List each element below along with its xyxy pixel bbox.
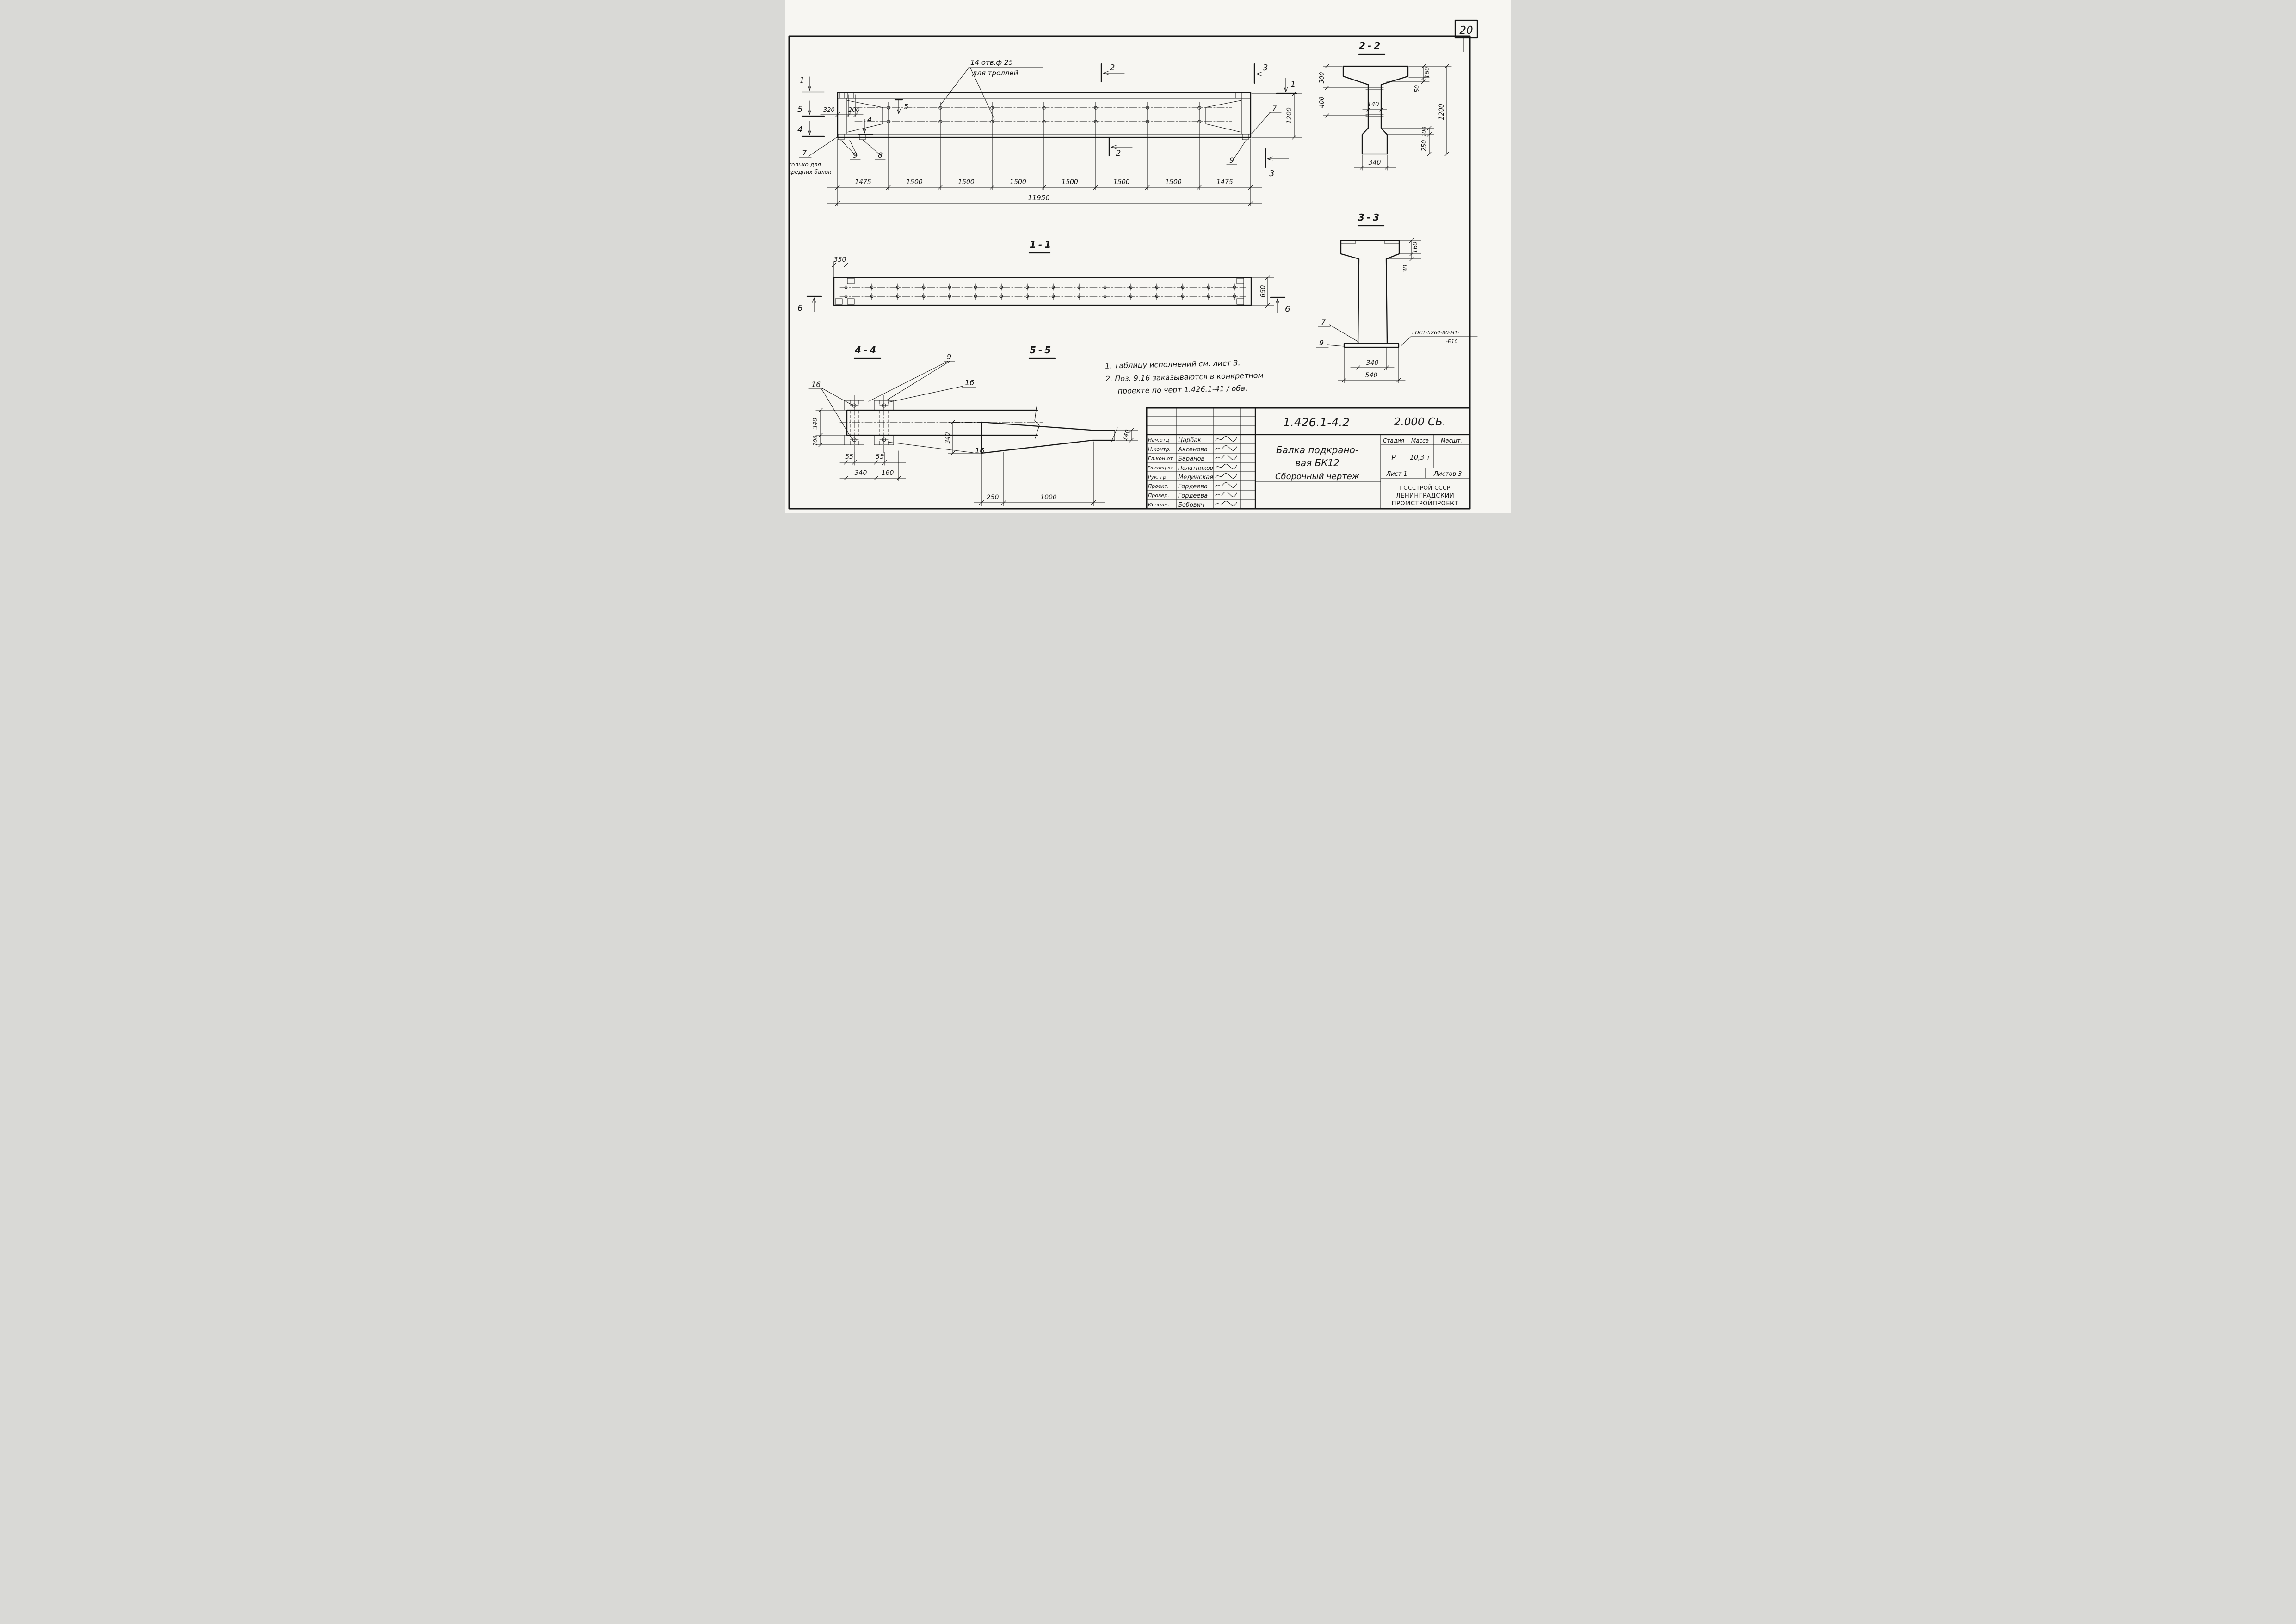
svg-text:8: 8 bbox=[878, 151, 883, 160]
dim-label: 30 bbox=[1402, 265, 1409, 273]
section-mark-1-right bbox=[1277, 78, 1296, 93]
dim-label: 340 bbox=[854, 469, 867, 477]
dim-label: 100 bbox=[812, 435, 819, 446]
row-name: Бобович bbox=[1178, 502, 1204, 509]
note-2-cont: проекте по черт 1.426.1-41 / оба. bbox=[1117, 383, 1248, 396]
callout-line1: 14 отв.ф 25 bbox=[970, 58, 1013, 67]
section-4-4 bbox=[809, 344, 1043, 481]
dim-label: 1500 bbox=[1165, 178, 1182, 186]
row-role: Гл.спец.от bbox=[1148, 466, 1173, 471]
dim-label: 250 bbox=[1421, 140, 1428, 152]
svg-text:4: 4 bbox=[797, 125, 803, 135]
section-2-2-outline bbox=[1343, 66, 1408, 154]
dim-label: 160 bbox=[1412, 241, 1419, 253]
beam-elevation bbox=[788, 58, 1302, 206]
svg-text:16: 16 bbox=[811, 380, 821, 389]
svg-text:2: 2 bbox=[1116, 148, 1121, 158]
dim-650 bbox=[1252, 276, 1274, 308]
dim-label: 400 bbox=[1319, 96, 1326, 108]
section-mark-3-top bbox=[1254, 63, 1278, 83]
doc-code: 2.000 СБ. bbox=[1394, 416, 1446, 428]
signature-rows bbox=[1148, 437, 1237, 509]
pos-8-left bbox=[863, 140, 885, 160]
section-3-3-outline bbox=[1341, 240, 1399, 344]
dim-340-540 bbox=[1338, 348, 1405, 383]
dim-label: 160 bbox=[1424, 67, 1431, 79]
svg-text:3: 3 bbox=[1269, 169, 1275, 178]
dim-340-160 bbox=[840, 469, 906, 480]
row-name: Палатников bbox=[1178, 465, 1213, 471]
dim-label: 320 bbox=[823, 107, 835, 114]
dim-label: 250 bbox=[986, 494, 999, 501]
dim-1200-right bbox=[1252, 92, 1302, 140]
dim-label: 1475 bbox=[1216, 178, 1233, 186]
dim-label: 650 bbox=[1259, 285, 1267, 298]
svg-text:7: 7 bbox=[802, 148, 807, 157]
dim-label: 55 bbox=[876, 453, 884, 461]
dim-label: 540 bbox=[1365, 372, 1378, 379]
row-role: Проект. bbox=[1148, 483, 1169, 489]
signature-squiggle bbox=[1216, 437, 1237, 442]
dim-label: 1475 bbox=[855, 178, 871, 186]
row-role: Рук. гр. bbox=[1148, 474, 1168, 480]
svg-text:3: 3 bbox=[1263, 63, 1268, 73]
dim-140-right bbox=[1116, 429, 1138, 443]
dim-label: 200 bbox=[848, 107, 860, 114]
pos-16-right bbox=[888, 378, 976, 402]
row-name: Аксенова bbox=[1178, 446, 1208, 453]
dim-140 bbox=[1363, 101, 1387, 112]
dim-label: 55 bbox=[845, 453, 853, 461]
svg-text:16: 16 bbox=[965, 378, 975, 387]
scale-header: Масшт. bbox=[1440, 437, 1463, 444]
org-line1: ГОССТРОЙ СССР bbox=[1400, 485, 1450, 491]
svg-text:9: 9 bbox=[853, 151, 858, 160]
wedge-outline bbox=[981, 422, 1115, 453]
section-title-5-5: 5-5 bbox=[1030, 344, 1054, 356]
title-block bbox=[1147, 408, 1470, 509]
note-line2: средних балок bbox=[788, 169, 832, 175]
svg-text:1: 1 bbox=[1290, 80, 1296, 89]
stage-header: Стадия bbox=[1383, 437, 1405, 444]
dim-350 bbox=[828, 256, 855, 277]
weld-callout bbox=[1401, 330, 1477, 346]
section-title-1-1: 1-1 bbox=[1030, 239, 1054, 250]
notes bbox=[1105, 358, 1264, 396]
section-mark-1-left bbox=[799, 76, 824, 92]
org-line3: ПРОМСТРОЙПРОЕКТ bbox=[1391, 500, 1459, 507]
mass-value: 10,3 т bbox=[1410, 454, 1430, 461]
dim-label: 140 bbox=[1367, 101, 1379, 108]
signature-squiggle bbox=[1216, 501, 1237, 506]
svg-text:5: 5 bbox=[797, 105, 803, 114]
dim-label: 340 bbox=[944, 432, 951, 444]
pos-7 bbox=[1318, 318, 1359, 342]
signature-squiggle bbox=[1216, 446, 1237, 451]
section-mark-6-right bbox=[1271, 297, 1290, 314]
row-role: Провер. bbox=[1148, 492, 1169, 498]
dim-label: 340 bbox=[812, 418, 819, 430]
note-line1: только для bbox=[788, 161, 821, 168]
section-title-4-4: 4-4 bbox=[855, 344, 879, 356]
product-name-line2: вая БК12 bbox=[1295, 457, 1339, 468]
row-name: Гордеева bbox=[1178, 483, 1208, 490]
dim-label: 1200 bbox=[1286, 107, 1293, 124]
dim-label: 1500 bbox=[1113, 178, 1130, 186]
section-mark-4-inner bbox=[858, 115, 873, 135]
section-mark-2-bottom bbox=[1109, 138, 1132, 158]
sheets-value: Листов 3 bbox=[1433, 471, 1462, 478]
dim-label: 1500 bbox=[906, 178, 923, 186]
svg-text:9: 9 bbox=[947, 352, 952, 361]
row-name: Баранов bbox=[1178, 455, 1205, 462]
section-mark-6-left bbox=[797, 296, 821, 313]
section-mark-4-left bbox=[797, 121, 824, 136]
section-mark-2-top bbox=[1101, 63, 1124, 82]
svg-text:2: 2 bbox=[1110, 63, 1115, 73]
svg-text:9: 9 bbox=[1229, 156, 1234, 165]
row-name: Мединская bbox=[1178, 474, 1213, 481]
signature-squiggle bbox=[1216, 464, 1237, 469]
signature-squiggle bbox=[1216, 474, 1237, 479]
pos-9-left bbox=[841, 140, 860, 160]
dim-label-total: 11950 bbox=[1028, 194, 1050, 202]
pos-9-right bbox=[1227, 140, 1246, 165]
dim-label: 1000 bbox=[1040, 494, 1057, 501]
plan-outline bbox=[834, 277, 1251, 305]
base-plate bbox=[1344, 344, 1399, 347]
drawing-canvas bbox=[785, 0, 1511, 513]
dim-340-bottom bbox=[1354, 155, 1396, 170]
mass-header: Масса bbox=[1411, 437, 1429, 444]
dim-label: 50 bbox=[1414, 85, 1421, 93]
svg-text:6: 6 bbox=[797, 303, 803, 313]
dim-label: 140 bbox=[1122, 429, 1132, 442]
dim-label: 160 bbox=[881, 469, 894, 477]
org-line2: ЛЕНИНГРАДСКИЙ bbox=[1395, 492, 1455, 499]
note-2: 2. Поз. 9,16 заказываются в конкретном bbox=[1105, 370, 1264, 383]
dim-label: 100 bbox=[1421, 126, 1427, 137]
dim-55-55 bbox=[840, 445, 906, 481]
product-name-line3: Сборочный чертеж bbox=[1275, 472, 1360, 481]
dim-label: 1500 bbox=[958, 178, 975, 186]
section-mark-3-bottom bbox=[1265, 149, 1289, 178]
svg-text:9: 9 bbox=[1319, 338, 1324, 347]
row-role: Н.контр. bbox=[1148, 446, 1171, 452]
drawing-sheet bbox=[785, 0, 1511, 513]
row-role: Гл.кон.от bbox=[1148, 455, 1173, 461]
dim-340-100-left bbox=[812, 408, 846, 447]
row-role: Нач.отд bbox=[1148, 437, 1169, 443]
pos-9 bbox=[1316, 338, 1345, 347]
dim-label: 340 bbox=[1366, 359, 1379, 367]
section-3-3 bbox=[1316, 212, 1477, 383]
svg-text:1: 1 bbox=[799, 76, 805, 86]
row-role: Исполн. bbox=[1148, 502, 1169, 508]
dim-160-50 bbox=[1387, 64, 1431, 93]
svg-text:6: 6 bbox=[1285, 304, 1290, 314]
svg-text:5: 5 bbox=[904, 102, 909, 111]
dim-100-250 bbox=[1382, 126, 1434, 156]
product-name-line1: Балка подкрано- bbox=[1276, 444, 1359, 455]
weld-spec-line1: ГОСТ-5264-80-Н1- bbox=[1412, 330, 1460, 336]
pos-9-callout bbox=[869, 352, 955, 401]
svg-text:7: 7 bbox=[1272, 104, 1277, 113]
dim-chain bbox=[827, 127, 1262, 206]
stage-value: Р bbox=[1391, 453, 1396, 462]
section-mark-5-inner bbox=[895, 100, 908, 114]
trolley-holes bbox=[887, 102, 1201, 127]
signature-squiggle bbox=[1216, 483, 1237, 488]
plan-view-1-1 bbox=[797, 239, 1290, 314]
signature-squiggle bbox=[1216, 492, 1237, 497]
section-title-3-3: 3-3 bbox=[1358, 212, 1382, 223]
section-title-2-2: 2-2 bbox=[1359, 40, 1383, 51]
callout-line2: для троллей bbox=[972, 69, 1018, 77]
signature-squiggle bbox=[1216, 455, 1237, 460]
section-mark-5-left bbox=[797, 101, 824, 116]
dim-label: 1500 bbox=[1010, 178, 1026, 186]
pos-7-left bbox=[788, 137, 837, 175]
doc-number: 1.426.1-4.2 bbox=[1283, 416, 1350, 429]
svg-text:16: 16 bbox=[975, 446, 985, 455]
dim-label: 300 bbox=[1319, 72, 1326, 84]
row-name: Царбак bbox=[1178, 437, 1202, 444]
section-2-2 bbox=[1319, 40, 1451, 170]
dim-label: 350 bbox=[833, 256, 846, 264]
weld-spec-line2: -Б10 bbox=[1446, 338, 1458, 344]
row-name: Гордеева bbox=[1178, 492, 1208, 499]
plan-details bbox=[835, 277, 1244, 305]
dim-label: 340 bbox=[1368, 159, 1381, 166]
hole-centerlines bbox=[855, 108, 1232, 122]
svg-text:7: 7 bbox=[1321, 318, 1326, 326]
sheet-value: Лист 1 bbox=[1386, 471, 1407, 478]
pos-7-right bbox=[1252, 104, 1281, 134]
svg-text:4: 4 bbox=[867, 115, 872, 124]
holes-callout bbox=[941, 58, 1043, 119]
dim-label: 1500 bbox=[1062, 178, 1078, 186]
dim-label: 1200 bbox=[1438, 104, 1445, 120]
page-number: 20 bbox=[1459, 25, 1473, 37]
note-1: 1. Таблицу исполнений см. лист 3. bbox=[1105, 358, 1241, 370]
